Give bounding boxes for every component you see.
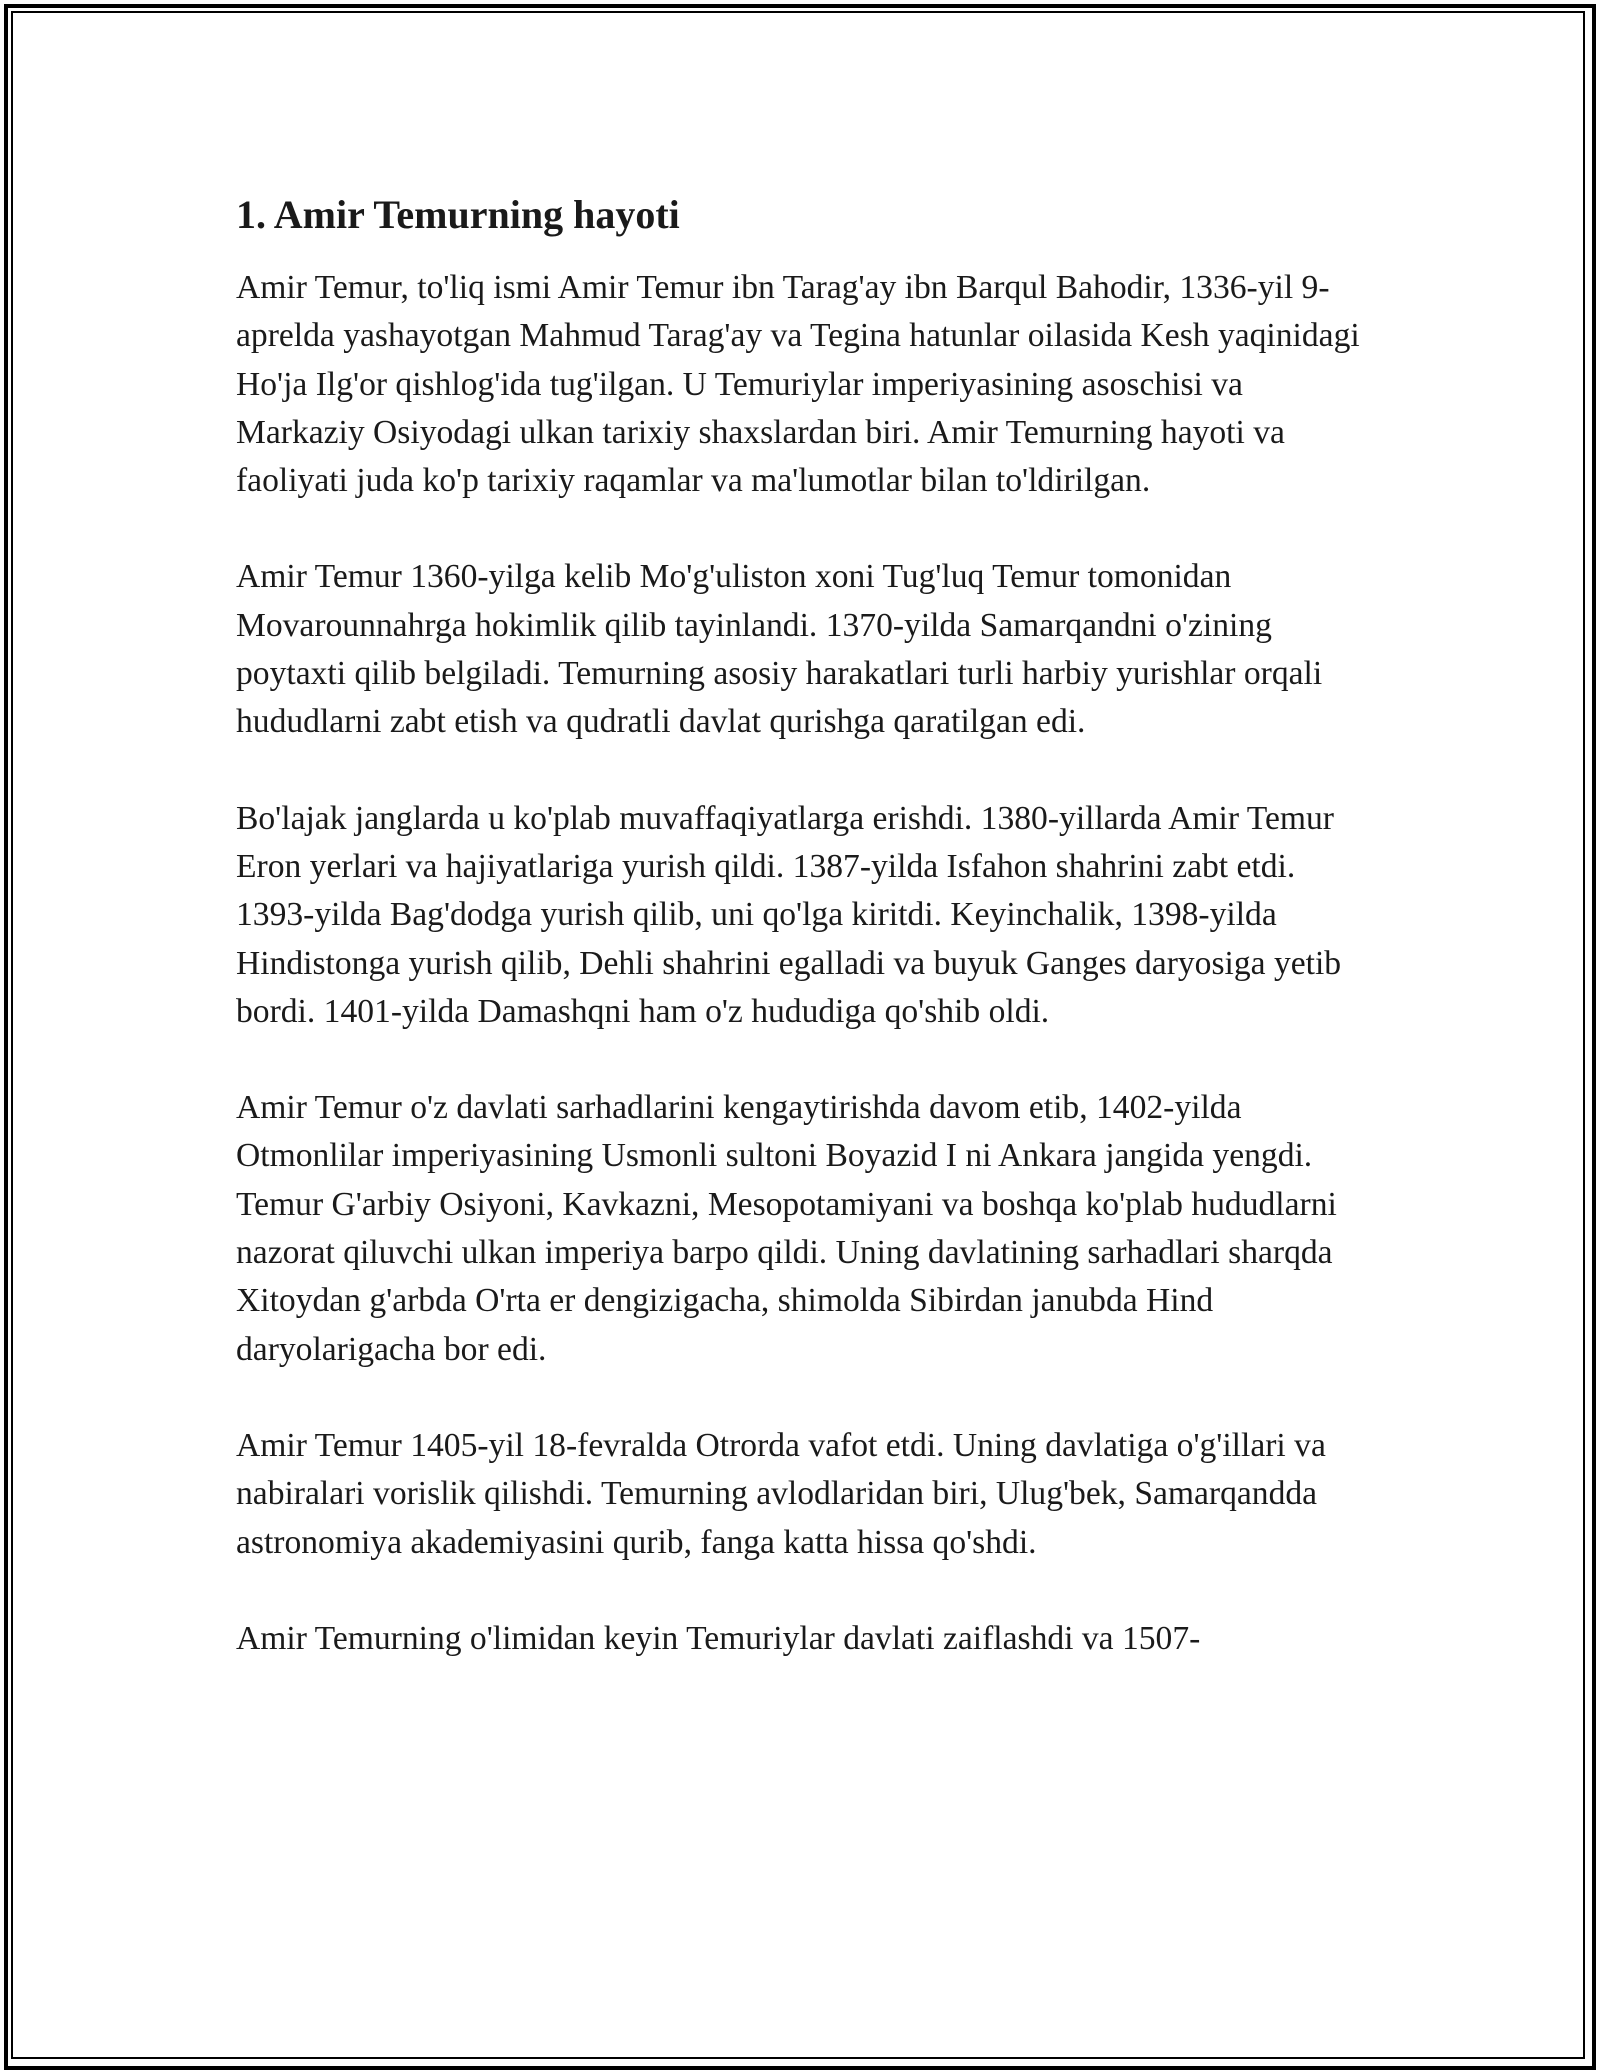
document-body bbox=[236, 186, 1376, 1711]
paragraph-empire: Amir Temur o'z davlati sarhadlarini kengaytirishda davom etib, 1402-yilda Otmonlilar imperiyasining Usmonli sultoni Boyazid I ni Ankara jangida yengdi. Temur G'arbiy Osiyoni, Kavkazni, Mesopotamiyani va boshqa ko'plab hududlarni nazorat qiluvchi ulkan imperiya barpo qildi. Uning davlatining sarhadlari sharqda Xitoydan g'arbda O'rta er dengizigacha, shimolda Sibirdan janubda Hind daryolarigacha bor edi. bbox=[236, 1089, 1337, 1368]
paragraph-death: Amir Temur 1405-yil 18-fevralda Otrorda vafot etdi. Uning davlatiga o'g'illari va nabiralari vorislik qilishdi. Temurning avlodlaridan biri, Ulug'bek, Samarqandda astronomiya akademiyasini qurib, fanga katta hissa qo'shdi. bbox=[236, 1426, 1326, 1561]
paragraph-decline: Amir Temurning o'limidan keyin Temuriylar davlati zaiflashdi va 1507- bbox=[236, 1619, 1201, 1657]
paragraph-rise: Amir Temur 1360-yilga kelib Mo'g'uliston xoni Tug'luq Temur tomonidan Movarounnahrga hokimlik qilib tayinlandi. 1370-yilda Samarqandni o'zining poytaxti qilib belgiladi. Temurning asosiy harakatlari turli harbiy yurishlar orqali hududlarni zabt etish va qudratli davlat qurishga qaratilgan edi. bbox=[236, 558, 1323, 741]
section-heading: 1. Amir Temurning hayoti bbox=[236, 192, 680, 237]
paragraph-campaigns: Bo'lajak janglarda u ko'plab muvaffaqiyatlarga erishdi. 1380-yillarda Amir Temur Eron yerlari va hajiyatlariga yurish qildi. 1387-yilda Isfahon shahrini zabt etdi. 1393-yilda Bag'dodga yurish qilib, uni qo'lga kiritdi. Keyinchalik, 1398-yilda Hindistonga yurish qilib, Dehli shahrini egalladi va buyuk Ganges daryosiga yetib bordi. 1401-yilda Damashqni ham o'z hududiga qo'shib oldi. bbox=[236, 799, 1342, 1030]
paragraph-birth: Amir Temur, to'liq ismi Amir Temur ibn Tarag'ay ibn Barqul Bahodir, 1336-yil 9-aprelda yashayotgan Mahmud Tarag'ay va Tegina hatunlar oilasida Kesh yaqinidagi Ho'ja Ilg'or qishlog'ida tug'ilgan. U Temuriylar imperiyasining asoschisi va Markaziy Osiyodagi ulkan tarixiy shaxslardan biri. Amir Temurning hayoti va faoliyati juda ko'p tarixiy raqamlar va ma'lumotlar bilan to'ldirilgan. bbox=[236, 269, 1360, 500]
